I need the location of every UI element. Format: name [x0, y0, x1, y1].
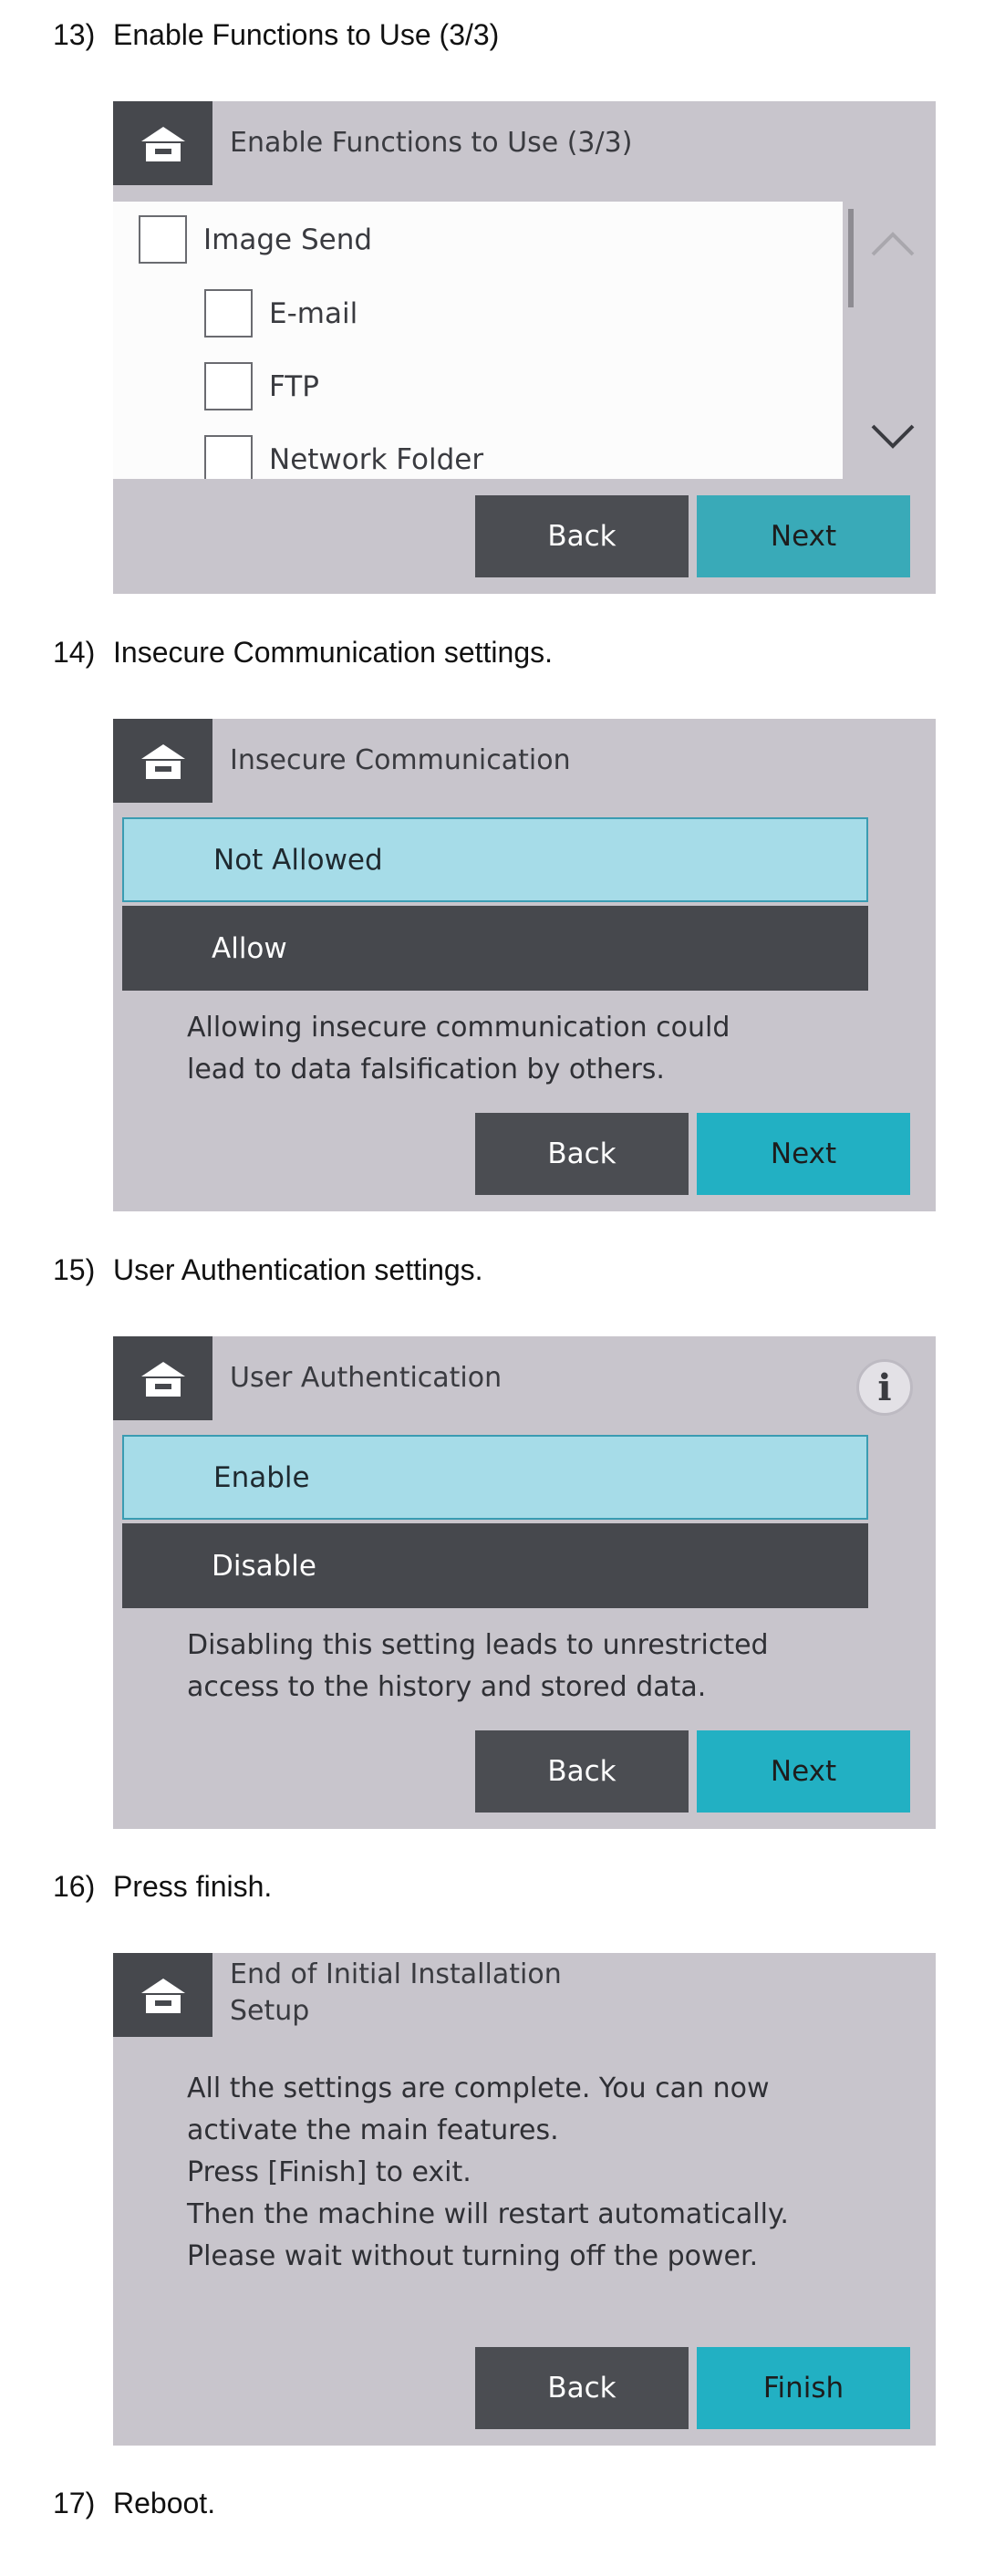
checkbox-box[interactable] [139, 215, 187, 264]
functions-screen [113, 101, 936, 594]
description-text: All the settings are complete. You can now activate the main features. Press [Finish] to exit. Then the machine will restart automatically. Please wait without turning off the power. [187, 2072, 789, 2272]
step-16 [53, 1870, 272, 1904]
screen-title: Insecure Communication [230, 744, 571, 776]
checkbox-email[interactable] [204, 289, 357, 338]
home-icon [140, 741, 187, 783]
checkbox-label: E-mail [269, 296, 358, 330]
checkbox-label: Network Folder [269, 442, 484, 476]
checkbox-label: FTP [269, 369, 319, 403]
step-text: User Authentication settings. [113, 1253, 483, 1286]
checkbox-label: Image Send [203, 223, 373, 256]
option-disable[interactable]: Disable [122, 1523, 868, 1608]
step-text: Press finish. [113, 1870, 273, 1903]
scrollbar-thumb[interactable] [848, 209, 854, 307]
checkbox-box[interactable] [204, 435, 253, 479]
option-enable[interactable]: Enable [122, 1435, 868, 1520]
step-15 [53, 1253, 483, 1287]
back-button[interactable]: Back [475, 1730, 689, 1813]
info-icon[interactable]: i [856, 1359, 913, 1416]
step-13 [53, 18, 499, 52]
back-button[interactable]: Back [475, 495, 689, 577]
end-of-setup-screen [113, 1953, 936, 2446]
checkbox-ftp[interactable] [204, 362, 319, 410]
checkbox-network-folder[interactable] [204, 435, 483, 479]
home-icon [140, 123, 187, 165]
option-allow[interactable]: Allow [122, 906, 868, 991]
user-authentication-screen [113, 1336, 936, 1829]
chevron-down-icon[interactable] [870, 422, 916, 452]
option-not-allowed[interactable]: Not Allowed [122, 817, 868, 902]
step-number: 14) [53, 636, 96, 669]
function-list[interactable] [113, 202, 843, 479]
checkbox-image-send[interactable] [139, 215, 372, 264]
step-17 [53, 2487, 215, 2520]
step-number: 16) [53, 1870, 96, 1903]
step-text: Reboot. [113, 2487, 216, 2519]
home-button[interactable] [113, 719, 212, 803]
step-number: 13) [53, 18, 96, 51]
step-text: Enable Functions to Use (3/3) [113, 18, 500, 51]
checkbox-box[interactable] [204, 289, 253, 338]
back-button[interactable]: Back [475, 2347, 689, 2429]
description-text: Allowing insecure communication could lead to data falsification by others. [187, 1012, 730, 1085]
next-button[interactable]: Next [697, 1730, 910, 1813]
screen-title-line-2: Setup [230, 1995, 310, 2027]
back-button[interactable]: Back [475, 1113, 689, 1195]
next-button[interactable]: Next [697, 1113, 910, 1195]
screen-title: Enable Functions to Use (3/3) [230, 127, 633, 159]
home-icon [140, 1358, 187, 1400]
step-number: 15) [53, 1253, 96, 1286]
chevron-up-icon[interactable] [870, 229, 916, 258]
step-14 [53, 636, 553, 670]
screen-title: User Authentication [230, 1362, 502, 1394]
finish-button[interactable]: Finish [697, 2347, 910, 2429]
home-button[interactable] [113, 1336, 212, 1420]
home-icon [140, 1975, 187, 2017]
screen-title-line-1: End of Initial Installation [230, 1958, 562, 1990]
home-button[interactable] [113, 1953, 212, 2037]
home-button[interactable] [113, 101, 212, 185]
step-text: Insecure Communication settings. [113, 636, 553, 669]
step-number: 17) [53, 2487, 96, 2519]
description-text: Disabling this setting leads to unrestricted access to the history and stored data. [187, 1629, 769, 1703]
checkbox-box[interactable] [204, 362, 253, 410]
next-button[interactable]: Next [697, 495, 910, 577]
insecure-communication-screen [113, 719, 936, 1211]
